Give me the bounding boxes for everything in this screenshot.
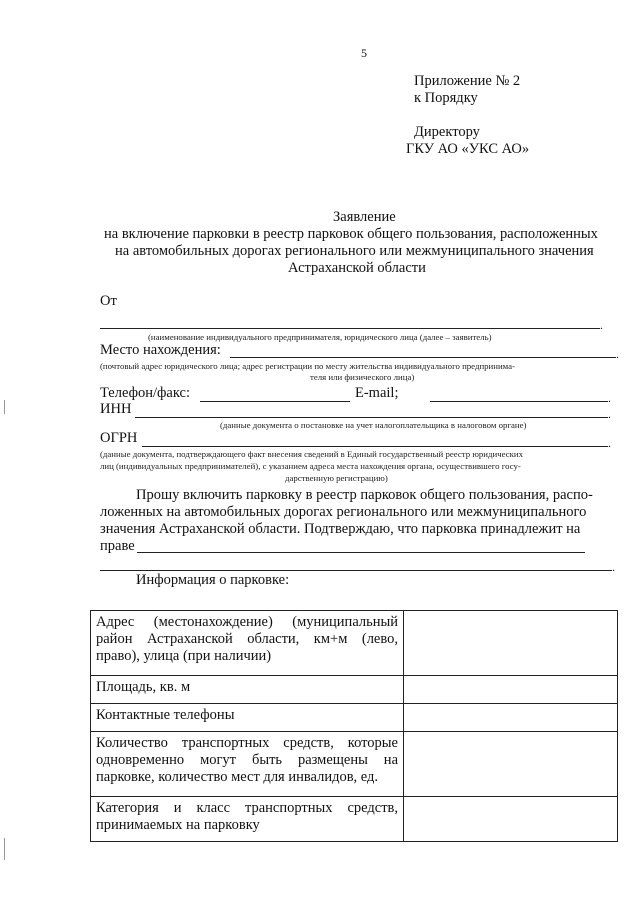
phone-field-line[interactable] xyxy=(200,401,350,402)
field-end-dot: . xyxy=(612,560,615,574)
table-cell-value[interactable] xyxy=(404,732,618,797)
email-label: E-mail; xyxy=(355,385,399,401)
table-row xyxy=(91,611,618,676)
ogrn-field-hint: (данные документа, подтверждающего факт внесения сведений в Единый государственный реестр юридических xyxy=(100,449,524,459)
phone-label: Телефон/факс: xyxy=(100,385,191,401)
table-cell-value[interactable] xyxy=(404,611,618,676)
scan-margin-mark xyxy=(4,400,5,414)
table-cell-label: Категория и класс транспортных средств, принимаемых на парковку xyxy=(91,797,404,842)
table-row xyxy=(91,732,618,797)
email-field-line[interactable] xyxy=(430,401,608,402)
ogrn-field-hint: лиц (индивидуальных предпринимателей), с указанием адреса места нахождения органа, осуществившего госу- xyxy=(100,461,521,471)
request-text-line: значения Астраханской области. Подтверждаю, что парковка принадлежит на xyxy=(100,521,581,537)
table-cell-value[interactable] xyxy=(404,704,618,732)
request-text-line: Прошу включить парковку в реестр парковок общего пользования, распо- xyxy=(136,487,593,503)
appendix-label: Приложение № 2 xyxy=(414,73,521,89)
ogrn-label: ОГРН xyxy=(100,430,138,446)
inn-field-line[interactable] xyxy=(135,417,608,418)
table-cell-label: Адрес (местонахождение) (муниципальный район Астраханской области, км+м (лево, право), улица (при наличии) xyxy=(91,611,404,676)
field-end-dot: . xyxy=(608,436,611,450)
table-cell-label: Площадь, кв. м xyxy=(91,676,404,704)
field-end-dot: . xyxy=(608,391,611,405)
from-field-line[interactable] xyxy=(100,328,600,329)
field-end-dot: . xyxy=(616,347,619,361)
scan-margin-mark xyxy=(4,838,5,860)
parking-info-table xyxy=(90,610,618,842)
ogrn-field-hint: дарственную регистрацию) xyxy=(285,473,388,483)
document-title-line: Астраханской области xyxy=(288,260,426,276)
table-row xyxy=(91,704,618,732)
addressee-title: Директору xyxy=(414,124,480,140)
page-number: 5 xyxy=(361,46,367,60)
table-cell-label: Количество транспортных средств, которые одновременно могут быть размещены на парковке, количество мест для инвалидов, ед. xyxy=(91,732,404,797)
document-title-line: на включение парковки в реестр парковок общего пользования, расположенных xyxy=(104,226,598,242)
table-cell-value[interactable] xyxy=(404,676,618,704)
document-heading: Заявление xyxy=(333,209,396,225)
table-cell-value[interactable] xyxy=(404,797,618,842)
location-field-hint: (почтовый адрес юридического лица; адрес регистрации по месту жительства индивидуального предпринима- xyxy=(100,361,516,371)
location-field-hint: теля или физического лица) xyxy=(310,372,415,382)
table-row xyxy=(91,676,618,704)
addressee-org: ГКУ АО «УКС АО» xyxy=(406,141,530,157)
ownership-field-line[interactable] xyxy=(137,552,585,553)
request-text-line: праве xyxy=(100,538,135,554)
appendix-to-label: к Порядку xyxy=(414,90,478,106)
document-title-line: на автомобильных дорогах регионального или межмуниципального значения xyxy=(115,243,594,259)
info-heading: Информация о парковке: xyxy=(136,572,290,588)
from-label: От xyxy=(100,293,117,309)
request-text-line: ложенных на автомобильных дорогах регионального или межмуниципального xyxy=(100,504,587,520)
inn-label: ИНН xyxy=(100,401,132,417)
ownership-field-line-2[interactable] xyxy=(100,570,612,571)
location-field-line[interactable] xyxy=(230,357,616,358)
field-end-dot: . xyxy=(608,407,611,421)
inn-field-hint: (данные документа о постановке на учет налогоплательщика в налоговом органе) xyxy=(220,420,527,430)
location-label: Место нахождения: xyxy=(100,342,221,358)
field-end-dot: . xyxy=(600,318,603,332)
table-cell-label: Контактные телефоны xyxy=(91,704,404,732)
ogrn-field-line[interactable] xyxy=(142,446,608,447)
table-row xyxy=(91,797,618,842)
from-field-hint: (наименование индивидуального предпринимателя, юридического лица (далее – заявитель) xyxy=(148,332,492,342)
